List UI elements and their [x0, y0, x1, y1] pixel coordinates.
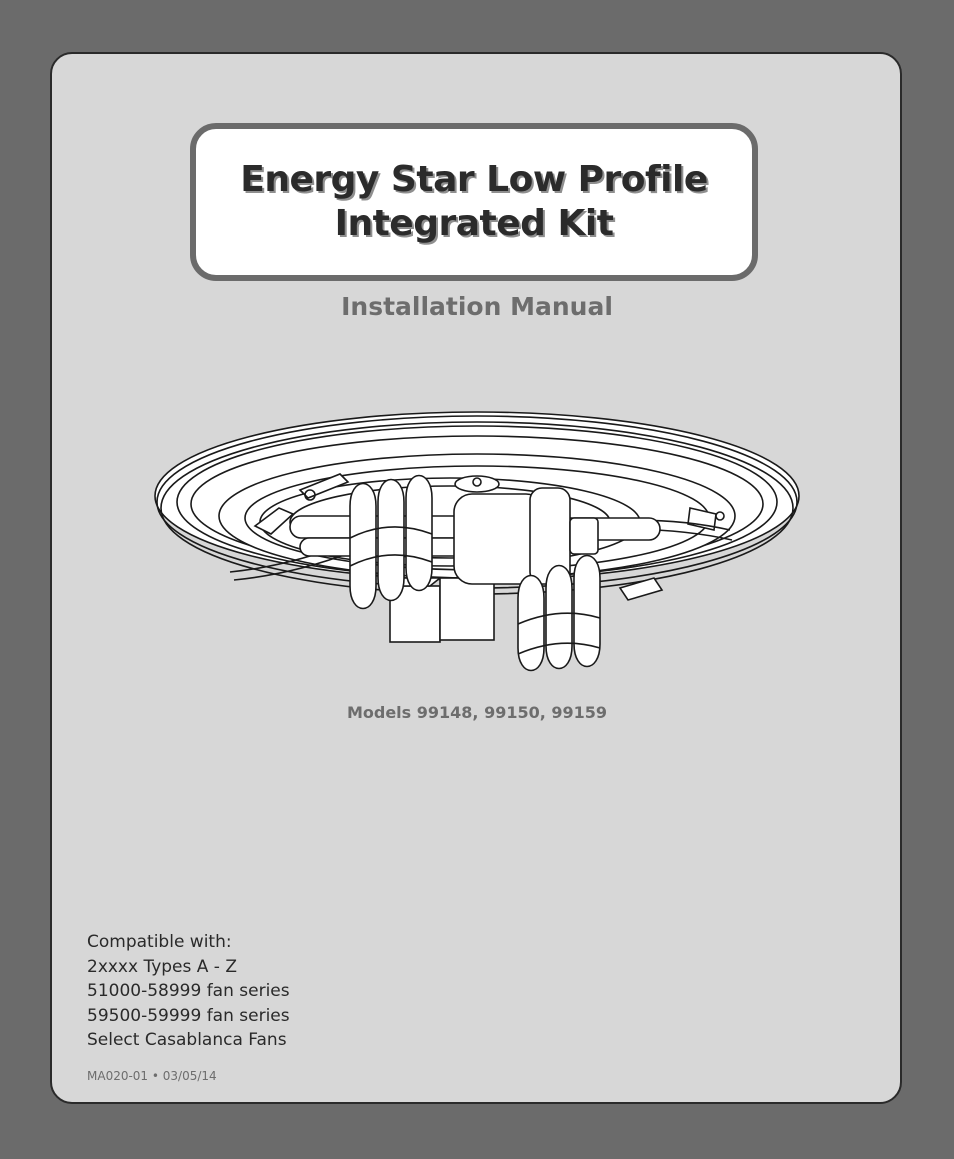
compatibility-item: 59500-59999 fan series: [87, 1005, 290, 1026]
compatibility-list: [87, 930, 290, 1053]
compatibility-item: 2xxxx Types A - Z: [87, 956, 237, 977]
title-box: [190, 123, 758, 281]
subtitle: Installation Manual: [341, 292, 613, 321]
models-line: Models 99148, 99150, 99159: [346, 703, 608, 722]
compatibility-heading: Compatible with:: [87, 932, 232, 952]
title-line-2: Integrated Kit: [334, 203, 614, 244]
compatibility-item: 51000-58999 fan series: [87, 981, 290, 1001]
light-kit-illustration: [150, 398, 804, 690]
compatibility-item: Select Casablanca Fans: [87, 1030, 287, 1050]
title-line-1: Energy Star Low Profile: [240, 159, 708, 200]
document-id: MA020-01 • 03/05/14: [87, 1069, 217, 1083]
